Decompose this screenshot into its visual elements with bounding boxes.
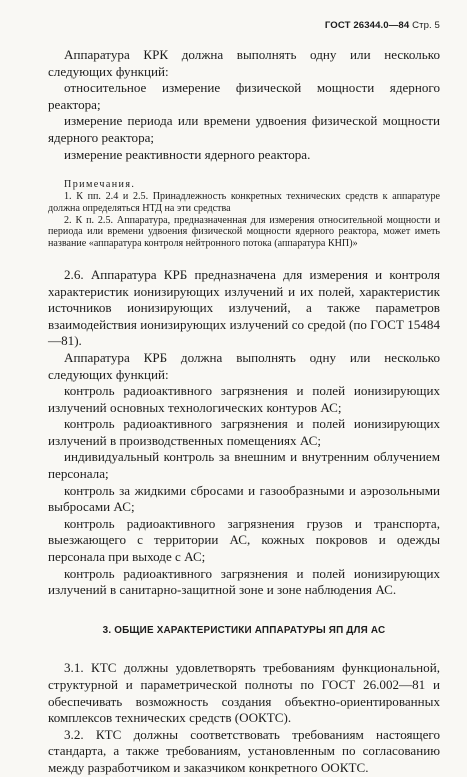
krb-function-item: индивидуальный контроль за внешним и внутренним облучением персонала; (48, 449, 440, 482)
krk-function-item: относительное измерение физической мощности ядерного реактора; (48, 80, 440, 112)
standard-number: ГОСТ 26344.0—84 (324, 20, 410, 31)
paragraph-2-6: 2.6. Аппаратура КРБ предназначена для измерения и контроля характеристик ионизирующих излучений и их полей, характеристик источников ионизирующих излучений, а также параметров взаимодействия ионизирующих излучений со средой (по ГОСТ 15484—81). (48, 266, 440, 349)
krb-function-item: контроль радиоактивного загрязнения и полей ионизирующих излучений основных технологических контуров АС; (48, 383, 440, 415)
page-number: Стр. 5 (412, 20, 440, 31)
krb-intro: Аппаратура КРБ должна выполнять одну или несколько следующих функций: (48, 349, 440, 382)
note-item: 2. К п. 2.5. Аппаратура, предназначенная для измерения относительной мощности и периода или времени удвоения физической мощности ядерного реактора, может иметь название «аппаратура контроля нейтронного потока (аппаратура КНП)» (48, 214, 440, 250)
krk-function-item: измерение реактивности ядерного реактора. (64, 146, 311, 162)
notes-block (48, 179, 440, 250)
krk-function-item: измерение периода или времени удвоения физической мощности ядерного реактора; (48, 113, 440, 145)
note-item: 1. К пп. 2.4 и 2.5. Принадлежность конкретных технических средств к аппаратуре должна определяться НТД на эти средства (48, 190, 440, 214)
krb-function-item: контроль радиоактивного загрязнения и полей ионизирующих излучений в санитарно-защитной зоне и зоне наблюдения АС. (48, 565, 440, 598)
document-body (48, 47, 440, 777)
krb-function-item: контроль радиоактивного загрязнения грузов и транспорта, выезжающего с территории АС, кожных покровов и одежды персонала при выходе с АС; (48, 515, 440, 565)
paragraph-3-2: 3.2. КТС должны соответствовать требованиям настоящего стандарта, а также требованиям, установленным по согласованию между разработчиком и заказчиком конкретного ООКТС. (48, 726, 440, 775)
paragraph-3-1: 3.1. КТС должны удовлетворять требованиям функциональной, структурной и параметрической полноты по ГОСТ 26.002—81 и обеспечивать возможность создания объектно-ориентированных комплексов технических средств (ООКТС). (48, 660, 440, 726)
section-3-heading: 3. ОБЩИЕ ХАРАКТЕРИСТИКИ АППАРАТУРЫ ЯП ДЛЯ АС (102, 624, 386, 636)
krb-function-item: контроль за жидкими сбросами и газообразными и аэрозольными выбросами АС; (48, 482, 440, 515)
krk-intro: Аппаратура КРК должна выполнять одну или несколько следующих функций: (48, 47, 440, 79)
notes-title: Примечания. (64, 179, 136, 191)
krb-function-item: контроль радиоактивного загрязнения и полей ионизирующих излучений в производственных помещениях АС; (48, 416, 440, 448)
page-header (325, 20, 440, 31)
